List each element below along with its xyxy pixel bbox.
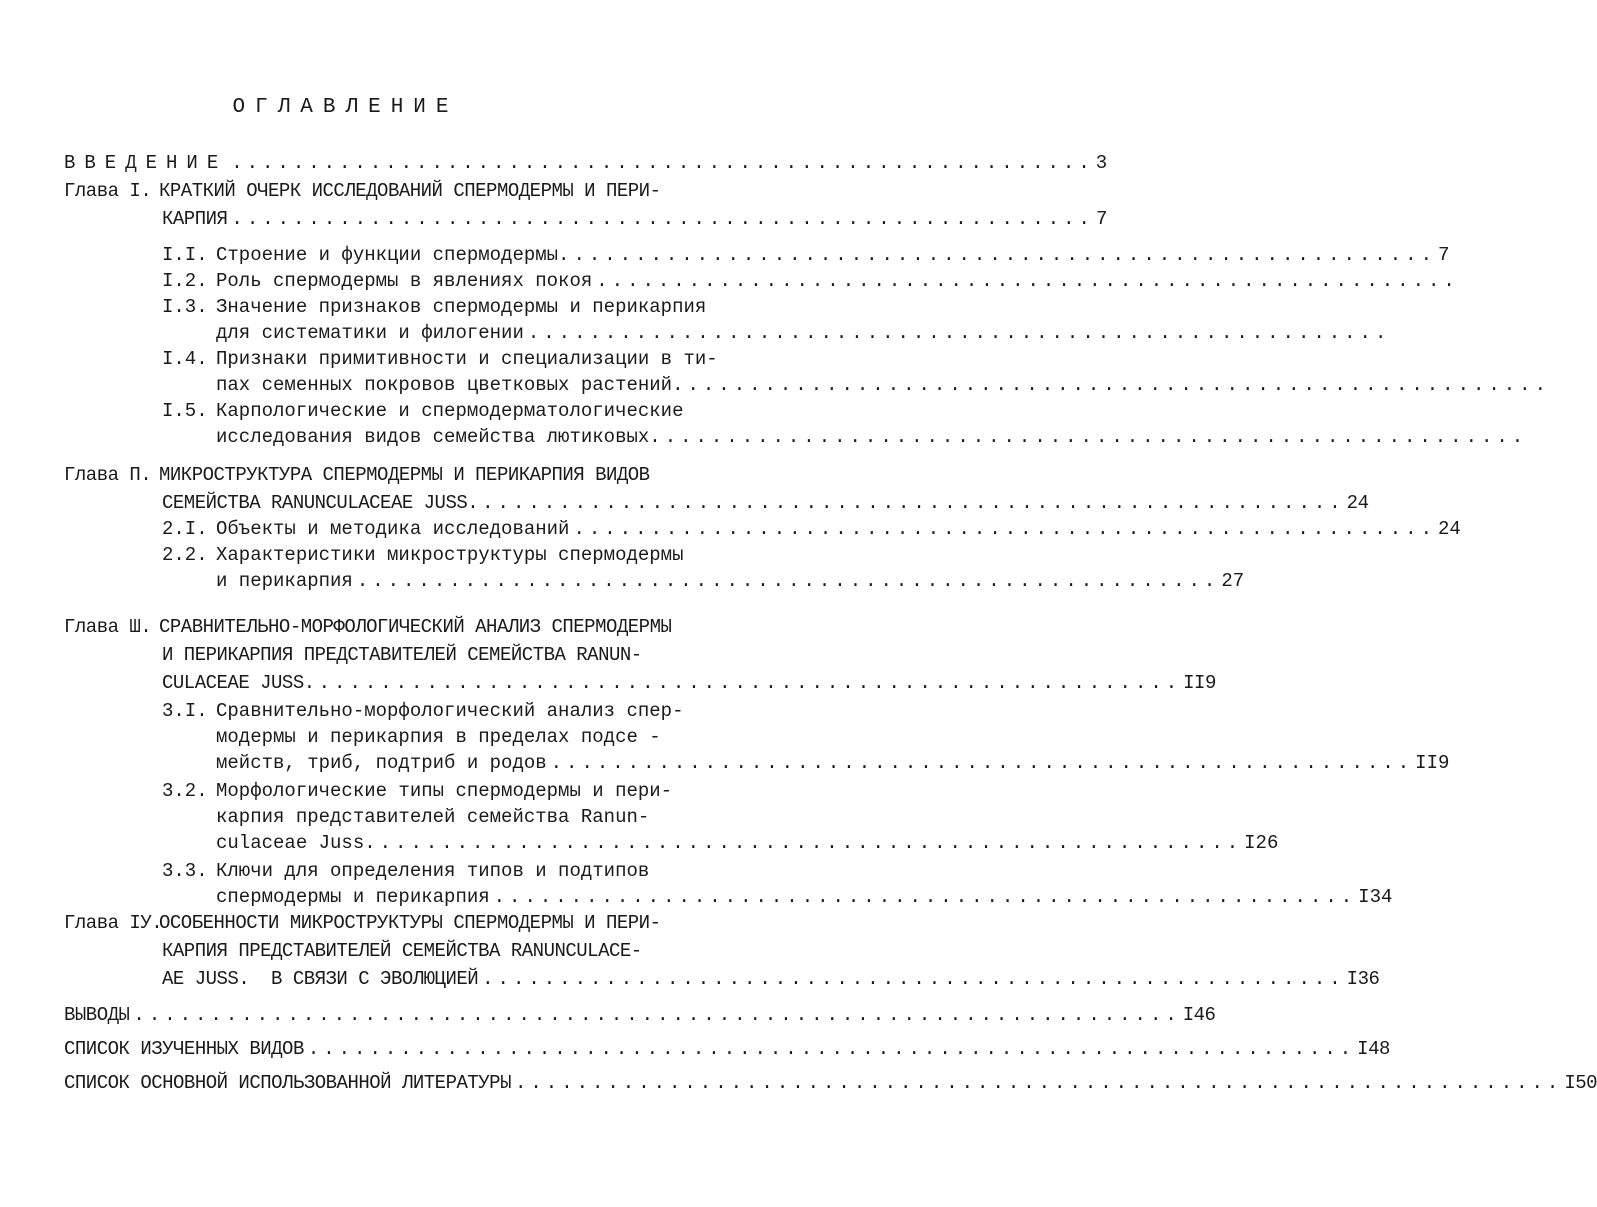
toc-section-3-2-cont-1 bbox=[216, 804, 706, 830]
section-title: Значение признаков спермодермы и перикарпия bbox=[216, 296, 707, 318]
toc-page-number: 24 bbox=[1346, 492, 1369, 514]
chapter-title-cont: AE JUSS. В СВЯЗИ С ЭВОЛЮЦИЕЙ bbox=[162, 968, 479, 990]
toc-section-3-3 bbox=[162, 858, 706, 884]
leader-dots: ........................................................ bbox=[356, 570, 1220, 592]
leader-dots: ........................................................ bbox=[573, 518, 1436, 540]
toc-section-3-1-cont-1 bbox=[216, 724, 706, 750]
leader-dots: ........................................................ bbox=[482, 492, 1345, 514]
leader-dots: ........................................................ bbox=[596, 270, 1459, 292]
section-number: 3.2. bbox=[162, 780, 208, 802]
toc-chapter-1-line-2 bbox=[162, 206, 1107, 232]
leader-dots: .................................................................... bbox=[133, 1004, 1181, 1026]
section-number: 3.3. bbox=[162, 860, 208, 882]
toc-chapter-4-line-1 bbox=[64, 910, 706, 936]
section-title: Сравнительно-морфологический анализ спер- bbox=[216, 700, 684, 722]
toc-entry-conclusions bbox=[64, 1002, 1216, 1028]
toc-section-1-5-cont bbox=[216, 424, 1528, 450]
chapter-title-cont: КАРПИЯ ПРЕДСТАВИТЕЛЕЙ СЕМЕЙСТВА RANUNCULACE- bbox=[162, 940, 642, 962]
toc-page-number: I48 bbox=[1357, 1038, 1390, 1060]
leader-dots: ........................................................ bbox=[664, 426, 1528, 448]
toc-page-number: 24 bbox=[1437, 518, 1461, 540]
chapter-title: КРАТКИЙ ОЧЕРК ИССЛЕДОВАНИЙ СПЕРМОДЕРМЫ И ПЕРИ- bbox=[159, 180, 661, 202]
toc-chapter-4-line-3 bbox=[162, 966, 1380, 992]
toc-chapter-4-line-2 bbox=[162, 938, 706, 964]
section-number: I.2. bbox=[162, 270, 208, 292]
toc-section-3-2-cont-2 bbox=[216, 830, 1279, 856]
leader-dots: .................................................................... bbox=[307, 1038, 1356, 1060]
section-number: I.4. bbox=[162, 348, 208, 370]
toc-section-1-3-cont bbox=[216, 320, 1391, 346]
leader-dots: ........................................................ bbox=[550, 752, 1414, 774]
section-title-cont: для систематики и филогении bbox=[216, 322, 524, 344]
toc-entry-intro bbox=[64, 150, 1108, 176]
leader-dots: ........................................................ bbox=[379, 832, 1243, 854]
toc-page-number: I36 bbox=[1346, 968, 1380, 990]
toc-page-number: I26 bbox=[1244, 832, 1279, 854]
toc-chapter-3-line-2 bbox=[162, 642, 706, 668]
toc-chapter-3-line-1 bbox=[64, 614, 706, 640]
chapter-label: Глава IУ. bbox=[64, 912, 163, 934]
chapter-title-cont: CULACEAE JUSS. bbox=[162, 672, 315, 694]
toc-section-2-2 bbox=[162, 542, 706, 568]
toc-page-number: I34 bbox=[1358, 886, 1393, 908]
section-number: I.I. bbox=[162, 244, 208, 266]
section-title-cont: мейств, триб, подтриб и родов bbox=[216, 752, 547, 774]
page-title: ОГЛАВЛЕНИЕ bbox=[232, 96, 459, 119]
leader-dots: ........................................................ bbox=[482, 968, 1345, 990]
toc-label: ВЫВОДЫ bbox=[64, 1004, 130, 1026]
section-title: Признаки примитивности и специализации в ти- bbox=[216, 348, 718, 370]
toc-page-number: 7 bbox=[1095, 208, 1107, 230]
toc-chapter-2-line-2 bbox=[162, 490, 1369, 516]
section-title: Роль спермодермы в явлениях покоя bbox=[216, 270, 593, 292]
toc-section-1-2 bbox=[162, 268, 1459, 294]
leader-dots: .................................................................... bbox=[514, 1072, 1563, 1094]
section-title-cont: исследования видов семейства лютиковых. bbox=[216, 426, 661, 448]
toc-entry-literature bbox=[64, 1070, 1597, 1096]
section-title-cont: и перикарпия bbox=[216, 570, 353, 592]
toc-label: ВВЕДЕНИЕ bbox=[64, 152, 228, 174]
section-title-cont: модермы и перикарпия в пределах подсе - bbox=[216, 726, 661, 748]
chapter-title-cont: И ПЕРИКАРПИЯ ПРЕДСТАВИТЕЛЕЙ СЕМЕЙСТВА RANUN- bbox=[162, 644, 642, 666]
section-title-cont: спермодермы и перикарпия bbox=[216, 886, 490, 908]
leader-dots: ........................................................ bbox=[318, 672, 1182, 694]
section-title: Карпологические и спермодерматологические bbox=[216, 400, 684, 422]
toc-label: СПИСОК ОСНОВНОЙ ИСПОЛЬЗОВАННОЙ ЛИТЕРАТУРЫ bbox=[64, 1072, 511, 1094]
toc-section-3-2 bbox=[162, 778, 706, 804]
section-title: Объекты и методика исследований bbox=[216, 518, 570, 540]
toc-section-1-1 bbox=[162, 242, 1450, 268]
toc-chapter-3-line-3 bbox=[162, 670, 1216, 696]
toc-section-1-4 bbox=[162, 346, 718, 372]
section-number: 2.2. bbox=[162, 544, 208, 566]
section-number: I.5. bbox=[162, 400, 208, 422]
leader-dots: ........................................................ bbox=[527, 322, 1391, 344]
leader-dots: ........................................................ bbox=[493, 886, 1357, 908]
leader-dots: ........................................................ bbox=[231, 152, 1094, 174]
toc-page-number: I46 bbox=[1182, 1004, 1216, 1026]
toc-page-number: 3 bbox=[1095, 152, 1108, 174]
toc-chapter-1-line-1 bbox=[64, 178, 706, 204]
toc-page-number: II9 bbox=[1183, 672, 1216, 694]
section-title-cont: карпия представителей семейства Ranun- bbox=[216, 806, 650, 828]
leader-dots: ........................................................ bbox=[573, 244, 1436, 266]
chapter-label: Глава I. bbox=[64, 180, 152, 202]
chapter-title: ОСОБЕННОСТИ МИКРОСТРУКТУРЫ СПЕРМОДЕРМЫ И ПЕРИ- bbox=[159, 912, 661, 934]
leader-dots: ........................................................ bbox=[231, 208, 1094, 230]
chapter-title-cont: КАРПИЯ bbox=[162, 208, 228, 230]
toc-page-number: II9 bbox=[1415, 752, 1450, 774]
toc-section-2-2-cont bbox=[216, 568, 1245, 594]
toc-section-3-1 bbox=[162, 698, 706, 724]
section-number: 3.I. bbox=[162, 700, 208, 722]
toc-section-1-5 bbox=[162, 398, 706, 424]
toc-section-2-1 bbox=[162, 516, 1461, 542]
toc-section-1-4-cont bbox=[216, 372, 1550, 398]
toc-section-3-1-cont-2 bbox=[216, 750, 1450, 776]
section-title-cont: пах семенных покровов цветковых растений. bbox=[216, 374, 684, 396]
section-title-cont: culaceae Juss. bbox=[216, 832, 376, 854]
toc-chapter-2-line-1 bbox=[64, 462, 706, 488]
toc-section-1-3 bbox=[162, 294, 706, 320]
chapter-title-cont: СЕМЕЙСТВА RANUNCULACEAE JUSS. bbox=[162, 492, 479, 514]
chapter-label: Глава П. bbox=[64, 464, 152, 486]
leader-dots: ........................................................ bbox=[687, 374, 1550, 396]
toc-entry-species-list bbox=[64, 1036, 1390, 1062]
toc-page-number: 7 bbox=[1437, 244, 1450, 266]
section-title: Строение и функции спермодермы. bbox=[216, 244, 570, 266]
section-title: Ключи для определения типов и подтипов bbox=[216, 860, 650, 882]
section-number: 2.I. bbox=[162, 518, 208, 540]
chapter-label: Глава Ш. bbox=[64, 616, 152, 638]
section-number: I.3. bbox=[162, 296, 208, 318]
toc-page-number: 27 bbox=[1221, 570, 1245, 592]
toc-page-number: I50 bbox=[1564, 1072, 1597, 1094]
section-title: Морфологические типы спермодермы и пери- bbox=[216, 780, 673, 802]
section-title: Характеристики микроструктуры спермодермы bbox=[216, 544, 684, 566]
chapter-title: СРАВНИТЕЛЬНО-МОРФОЛОГИЧЕСКИЙ АНАЛИЗ СПЕРМОДЕРМЫ bbox=[159, 616, 672, 638]
chapter-title: МИКРОСТРУКТУРА СПЕРМОДЕРМЫ И ПЕРИКАРПИЯ ВИДОВ bbox=[159, 464, 650, 486]
toc-section-3-3-cont bbox=[216, 884, 1393, 910]
toc-label: СПИСОК ИЗУЧЕННЫХ ВИДОВ bbox=[64, 1038, 304, 1060]
